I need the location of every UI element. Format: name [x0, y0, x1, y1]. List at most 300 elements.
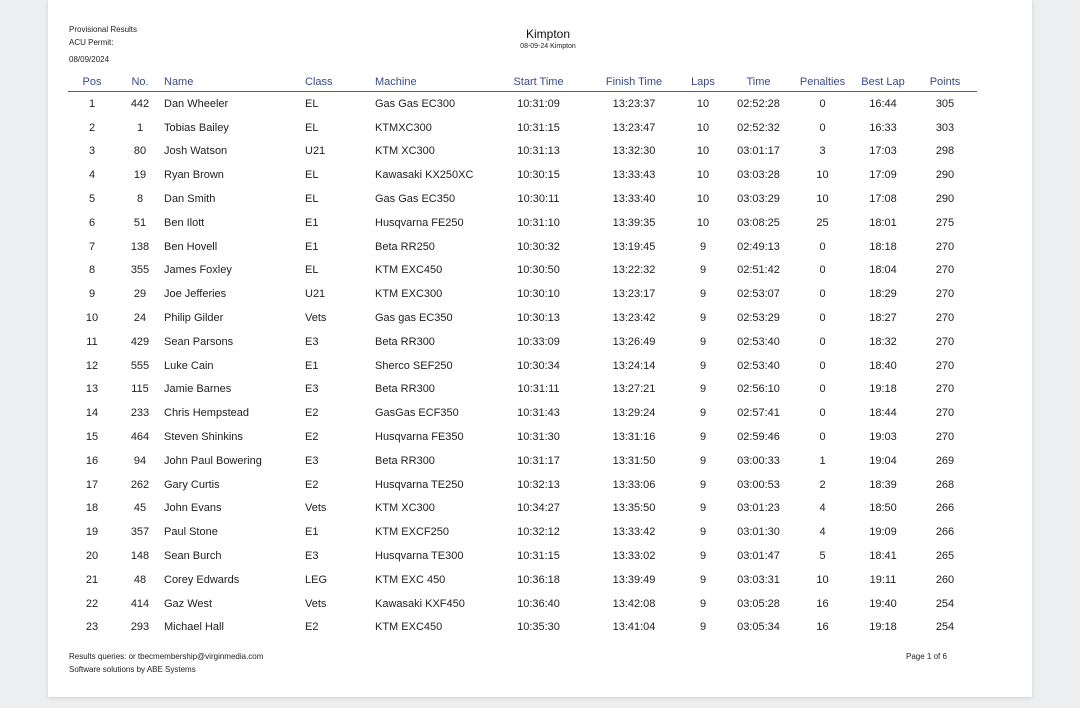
cell-time: 03:01:17	[737, 145, 780, 158]
results-table	[68, 72, 977, 639]
cell-finish-time: 13:33:40	[612, 193, 656, 206]
cell-start-time: 10:32:12	[517, 526, 560, 539]
cell-machine: Beta RR300	[375, 383, 435, 396]
cell-name: Ben Ilott	[164, 216, 205, 229]
cell-class: Vets	[305, 597, 327, 610]
cell-best-lap: 18:32	[869, 335, 897, 348]
cell-best-lap: 18:27	[869, 312, 897, 325]
table-row	[68, 259, 977, 283]
cell-name: Dan Wheeler	[164, 97, 229, 110]
cell-pos: 5	[88, 193, 96, 206]
cell-start-time: 10:30:15	[517, 169, 560, 182]
cell-machine: Gas gas EC350	[375, 312, 453, 325]
cell-best-lap: 18:18	[869, 240, 897, 253]
cell-machine: Beta RR300	[375, 454, 435, 467]
cell-machine: Husqvarna FE250	[375, 216, 464, 229]
cell-class: Vets	[305, 502, 327, 515]
col-header-name: Name	[164, 72, 305, 92]
cell-penalties: 3	[819, 145, 826, 158]
cell-penalties: 0	[819, 312, 826, 325]
cell-best-lap: 18:40	[869, 359, 897, 372]
cell-no: 293	[130, 621, 150, 634]
cell-time: 02:52:28	[737, 97, 780, 110]
cell-machine: KTM EXCF250	[375, 526, 449, 539]
event-title: Kimpton	[525, 27, 571, 41]
event-subtitle: 08-09-24 Kimpton	[520, 43, 576, 50]
col-header-machine: Machine	[375, 72, 490, 92]
cell-start-time: 10:36:18	[517, 573, 560, 586]
cell-laps: 9	[699, 431, 707, 444]
cell-class: EL	[305, 264, 319, 277]
cell-name: Sean Burch	[164, 550, 222, 563]
cell-finish-time: 13:31:50	[612, 454, 656, 467]
table-row	[68, 449, 977, 473]
cell-laps: 9	[699, 312, 707, 325]
cell-pos: 22	[85, 597, 99, 610]
cell-penalties: 0	[819, 97, 826, 110]
col-header-penalties: Penalties	[792, 72, 853, 92]
cell-best-lap: 16:33	[869, 121, 897, 134]
cell-time: 02:52:32	[737, 121, 780, 134]
cell-name: Corey Edwards	[164, 573, 240, 586]
cell-name: Tobias Bailey	[164, 121, 229, 134]
cell-machine: Husqvarna TE300	[375, 550, 464, 563]
cell-best-lap: 19:11	[869, 573, 897, 586]
cell-class: E1	[305, 216, 319, 229]
cell-machine: Gas Gas EC300	[375, 97, 456, 110]
results-sheet	[48, 0, 1032, 697]
cell-time: 03:00:53	[737, 478, 780, 491]
cell-penalties: 0	[819, 240, 826, 253]
cell-penalties: 25	[816, 216, 829, 229]
cell-class: E3	[305, 550, 319, 563]
cell-best-lap: 19:18	[869, 383, 897, 396]
cell-start-time: 10:30:11	[517, 193, 560, 206]
cell-time: 02:53:40	[737, 359, 780, 372]
table-row	[68, 520, 977, 544]
cell-start-time: 10:31:09	[517, 97, 560, 110]
acu-permit-label: ACU Permit:	[69, 38, 114, 47]
cell-points: 268	[935, 478, 955, 491]
cell-best-lap: 18:04	[869, 264, 897, 277]
cell-laps: 9	[699, 573, 707, 586]
cell-start-time: 10:36:40	[517, 597, 560, 610]
col-header-pos: Pos	[68, 72, 116, 92]
table-row	[68, 425, 977, 449]
cell-laps: 10	[696, 169, 710, 182]
cell-best-lap: 19:40	[869, 597, 897, 610]
cell-time: 02:53:29	[737, 312, 780, 325]
table-row	[68, 378, 977, 402]
cell-laps: 10	[696, 216, 710, 229]
cell-points: 270	[935, 383, 955, 396]
table-row	[68, 116, 977, 140]
cell-machine: KTMXC300	[375, 121, 432, 134]
table-row	[68, 92, 977, 116]
cell-start-time: 10:32:13	[517, 478, 560, 491]
cell-penalties: 0	[819, 264, 826, 277]
cell-finish-time: 13:39:35	[612, 216, 656, 229]
cell-laps: 9	[699, 597, 707, 610]
cell-no: 442	[130, 97, 150, 110]
cell-points: 265	[935, 550, 955, 563]
cell-finish-time: 13:35:50	[612, 502, 656, 515]
cell-class: E2	[305, 431, 319, 444]
cell-penalties: 0	[819, 383, 826, 396]
cell-best-lap: 18:01	[869, 216, 897, 229]
cell-points: 270	[935, 359, 955, 372]
cell-name: John Paul Bowering	[164, 454, 262, 467]
table-row	[68, 616, 977, 640]
cell-laps: 10	[696, 121, 710, 134]
cell-penalties: 2	[819, 478, 826, 491]
cell-no: 80	[133, 145, 147, 158]
cell-points: 270	[935, 335, 955, 348]
cell-finish-time: 13:23:47	[612, 121, 656, 134]
cell-best-lap: 18:44	[869, 407, 897, 420]
cell-machine: Kawasaki KXF450	[375, 597, 465, 610]
results-body	[68, 92, 977, 640]
col-header-class: Class	[305, 72, 375, 92]
cell-no: 138	[130, 240, 150, 253]
cell-best-lap: 17:03	[869, 145, 897, 158]
cell-name: Ryan Brown	[164, 169, 224, 182]
cell-time: 02:53:07	[737, 288, 780, 301]
cell-laps: 10	[696, 97, 710, 110]
cell-points: 270	[935, 288, 955, 301]
cell-laps: 9	[699, 526, 707, 539]
cell-pos: 6	[88, 216, 96, 229]
cell-no: 19	[133, 169, 147, 182]
cell-start-time: 10:35:30	[517, 621, 560, 634]
cell-pos: 12	[85, 359, 99, 372]
cell-points: 298	[935, 145, 955, 158]
cell-machine: KTM EXC450	[375, 621, 443, 634]
cell-laps: 9	[699, 383, 707, 396]
col-header-points: Points	[913, 72, 977, 92]
cell-start-time: 10:31:15	[517, 121, 560, 134]
cell-points: 254	[935, 597, 955, 610]
cell-pos: 19	[85, 526, 99, 539]
cell-best-lap: 18:29	[869, 288, 897, 301]
cell-points: 305	[935, 97, 955, 110]
cell-machine: KTM XC300	[375, 502, 435, 515]
cell-laps: 9	[699, 502, 707, 515]
cell-time: 02:59:46	[737, 431, 780, 444]
col-header-laps: Laps	[681, 72, 725, 92]
cell-class: E1	[305, 359, 319, 372]
cell-finish-time: 13:39:49	[612, 573, 656, 586]
cell-penalties: 0	[819, 431, 826, 444]
cell-start-time: 10:30:34	[517, 359, 560, 372]
cell-time: 03:00:33	[737, 454, 780, 467]
cell-laps: 9	[699, 407, 707, 420]
cell-laps: 9	[699, 621, 707, 634]
cell-no: 51	[133, 216, 147, 229]
cell-points: 269	[935, 454, 955, 467]
cell-finish-time: 13:32:30	[612, 145, 656, 158]
cell-time: 03:05:28	[737, 597, 780, 610]
cell-start-time: 10:31:13	[517, 145, 560, 158]
cell-points: 270	[935, 312, 955, 325]
cell-class: E1	[305, 240, 319, 253]
cell-best-lap: 19:04	[869, 454, 897, 467]
cell-no: 8	[136, 193, 144, 206]
cell-best-lap: 17:08	[869, 193, 897, 206]
table-row	[68, 592, 977, 616]
cell-name: Ben Hovell	[164, 240, 218, 253]
cell-points: 266	[935, 502, 955, 515]
cell-class: Vets	[305, 312, 327, 325]
cell-pos: 13	[85, 383, 99, 396]
cell-class: E3	[305, 383, 319, 396]
cell-best-lap: 16:44	[869, 97, 897, 110]
cell-penalties: 0	[819, 121, 826, 134]
cell-pos: 20	[85, 550, 99, 563]
cell-machine: Gas Gas EC350	[375, 193, 456, 206]
cell-start-time: 10:31:11	[517, 383, 560, 396]
cell-no: 48	[133, 573, 147, 586]
cell-pos: 9	[88, 288, 96, 301]
cell-best-lap: 19:18	[869, 621, 897, 634]
cell-laps: 10	[696, 145, 710, 158]
col-header-time: Time	[725, 72, 792, 92]
table-row	[68, 282, 977, 306]
cell-class: EL	[305, 193, 319, 206]
cell-laps: 9	[699, 359, 707, 372]
cell-machine: KTM EXC 450	[375, 573, 446, 586]
cell-machine: KTM EXC450	[375, 264, 443, 277]
table-row	[68, 330, 977, 354]
cell-class: EL	[305, 121, 319, 134]
cell-name: Joe Jefferies	[164, 288, 227, 301]
cell-name: Chris Hempstead	[164, 407, 249, 420]
cell-time: 03:01:23	[737, 502, 780, 515]
cell-no: 414	[130, 597, 150, 610]
event-date: 08/09/2024	[69, 55, 110, 64]
cell-name: Philip Gilder	[164, 312, 224, 325]
cell-best-lap: 19:03	[869, 431, 897, 444]
cell-finish-time: 13:23:17	[612, 288, 656, 301]
cell-no: 45	[133, 502, 147, 515]
cell-name: Sean Parsons	[164, 335, 234, 348]
cell-penalties: 10	[816, 573, 829, 586]
cell-time: 03:05:34	[737, 621, 780, 634]
cell-machine: KTM XC300	[375, 145, 435, 158]
cell-machine: KTM EXC300	[375, 288, 443, 301]
cell-best-lap: 19:09	[869, 526, 897, 539]
cell-finish-time: 13:23:37	[612, 97, 656, 110]
cell-no: 24	[133, 312, 147, 325]
cell-time: 03:03:31	[737, 573, 780, 586]
cell-pos: 8	[88, 264, 96, 277]
cell-name: Dan Smith	[164, 193, 216, 206]
results-queries: Results queries: or tbecmembership@virginmedia.com	[69, 652, 264, 661]
cell-class: EL	[305, 169, 319, 182]
col-header-start-time: Start Time	[490, 72, 587, 92]
cell-machine: Husqvarna TE250	[375, 478, 464, 491]
cell-machine: Husqvarna FE350	[375, 431, 464, 444]
cell-pos: 11	[86, 335, 98, 348]
cell-class: E2	[305, 407, 319, 420]
cell-finish-time: 13:29:24	[612, 407, 656, 420]
cell-start-time: 10:31:30	[517, 431, 560, 444]
cell-time: 02:49:13	[737, 240, 780, 253]
cell-penalties: 16	[816, 621, 829, 634]
cell-laps: 9	[699, 478, 707, 491]
cell-name: James Foxley	[164, 264, 232, 277]
cell-best-lap: 18:50	[869, 502, 897, 515]
cell-penalties: 10	[816, 169, 829, 182]
cell-machine: Beta RR300	[375, 335, 435, 348]
cell-best-lap: 17:09	[869, 169, 897, 182]
cell-class: LEG	[305, 573, 328, 586]
cell-points: 290	[935, 193, 955, 206]
cell-time: 03:03:28	[737, 169, 780, 182]
cell-penalties: 1	[819, 454, 826, 467]
cell-finish-time: 13:33:02	[612, 550, 656, 563]
cell-time: 02:51:42	[737, 264, 780, 277]
cell-name: Gaz West	[164, 597, 213, 610]
cell-time: 02:57:41	[737, 407, 780, 420]
cell-finish-time: 13:41:04	[612, 621, 656, 634]
cell-start-time: 10:30:32	[517, 240, 560, 253]
table-row	[68, 187, 977, 211]
cell-points: 275	[935, 216, 955, 229]
cell-penalties: 0	[819, 335, 826, 348]
cell-start-time: 10:31:43	[517, 407, 560, 420]
cell-pos: 21	[85, 573, 99, 586]
cell-finish-time: 13:31:16	[612, 431, 656, 444]
cell-no: 357	[130, 526, 150, 539]
table-row	[68, 401, 977, 425]
cell-class: E2	[305, 478, 319, 491]
cell-pos: 17	[85, 478, 99, 491]
cell-best-lap: 18:41	[869, 550, 897, 563]
cell-name: Josh Watson	[164, 145, 228, 158]
cell-start-time: 10:31:15	[517, 550, 560, 563]
cell-no: 262	[130, 478, 150, 491]
cell-start-time: 10:30:13	[517, 312, 560, 325]
cell-pos: 18	[85, 502, 99, 515]
cell-machine: GasGas ECF350	[375, 407, 459, 420]
cell-points: 266	[935, 526, 955, 539]
cell-finish-time: 13:26:49	[612, 335, 656, 348]
cell-time: 02:53:40	[737, 335, 780, 348]
cell-no: 1	[136, 121, 144, 134]
cell-no: 464	[130, 431, 150, 444]
table-row	[68, 473, 977, 497]
cell-laps: 9	[699, 264, 707, 277]
cell-points: 260	[935, 573, 955, 586]
cell-name: Luke Cain	[164, 359, 214, 372]
cell-time: 03:01:47	[737, 550, 780, 563]
software-credit: Software solutions by ABE Systems	[69, 665, 196, 674]
cell-finish-time: 13:33:06	[612, 478, 656, 491]
table-row	[68, 497, 977, 521]
cell-machine: Sherco SEF250	[375, 359, 453, 372]
table-row	[68, 163, 977, 187]
cell-laps: 9	[699, 335, 707, 348]
cell-machine: Kawasaki KX250XC	[375, 169, 474, 182]
cell-name: Jamie Barnes	[164, 383, 232, 396]
cell-penalties: 0	[819, 288, 826, 301]
cell-finish-time: 13:33:43	[612, 169, 656, 182]
page-number: Page 1 of 6	[906, 652, 947, 661]
cell-no: 355	[130, 264, 150, 277]
cell-start-time: 10:33:09	[517, 335, 560, 348]
cell-time: 03:03:29	[737, 193, 780, 206]
cell-no: 555	[130, 359, 150, 372]
table-row	[68, 354, 977, 378]
cell-pos: 10	[85, 312, 99, 325]
cell-laps: 9	[699, 240, 707, 253]
table-row	[68, 568, 977, 592]
cell-finish-time: 13:27:21	[612, 383, 656, 396]
cell-penalties: 0	[819, 407, 826, 420]
cell-time: 02:56:10	[737, 383, 780, 396]
cell-laps: 10	[696, 193, 710, 206]
cell-pos: 2	[88, 121, 96, 134]
cell-points: 290	[935, 169, 955, 182]
cell-class: U21	[305, 288, 326, 301]
cell-no: 429	[130, 335, 150, 348]
cell-laps: 9	[699, 288, 707, 301]
cell-finish-time: 13:19:45	[612, 240, 656, 253]
cell-finish-time: 13:23:42	[612, 312, 656, 325]
cell-start-time: 10:30:50	[517, 264, 560, 277]
cell-penalties: 16	[816, 597, 829, 610]
cell-best-lap: 18:39	[869, 478, 897, 491]
cell-class: EL	[305, 97, 319, 110]
cell-class: E3	[305, 335, 319, 348]
cell-points: 254	[935, 621, 955, 634]
cell-name: Michael Hall	[164, 621, 224, 634]
cell-pos: 1	[88, 97, 96, 110]
cell-finish-time: 13:24:14	[612, 359, 656, 372]
cell-penalties: 10	[816, 193, 829, 206]
cell-name: John Evans	[164, 502, 222, 515]
cell-points: 270	[935, 240, 955, 253]
cell-laps: 9	[699, 454, 707, 467]
cell-no: 115	[131, 383, 149, 396]
cell-class: E3	[305, 454, 319, 467]
cell-no: 29	[133, 288, 147, 301]
cell-no: 94	[133, 454, 147, 467]
cell-points: 303	[935, 121, 955, 134]
cell-points: 270	[935, 431, 955, 444]
col-header-no: No.	[116, 72, 164, 92]
cell-laps: 9	[699, 550, 707, 563]
cell-pos: 15	[85, 431, 99, 444]
col-header-finish-time: Finish Time	[587, 72, 681, 92]
cell-pos: 3	[88, 145, 96, 158]
cell-points: 270	[935, 264, 955, 277]
cell-class: U21	[305, 145, 326, 158]
cell-start-time: 10:30:10	[517, 288, 560, 301]
cell-penalties: 5	[819, 550, 826, 563]
cell-pos: 14	[85, 407, 99, 420]
cell-penalties: 4	[819, 502, 826, 515]
cell-start-time: 10:34:27	[517, 502, 560, 515]
cell-time: 03:01:30	[737, 526, 780, 539]
cell-pos: 23	[85, 621, 99, 634]
cell-pos: 16	[85, 454, 99, 467]
cell-pos: 7	[88, 240, 96, 253]
header-row	[68, 72, 977, 92]
cell-pos: 4	[88, 169, 96, 182]
cell-time: 03:08:25	[737, 216, 780, 229]
